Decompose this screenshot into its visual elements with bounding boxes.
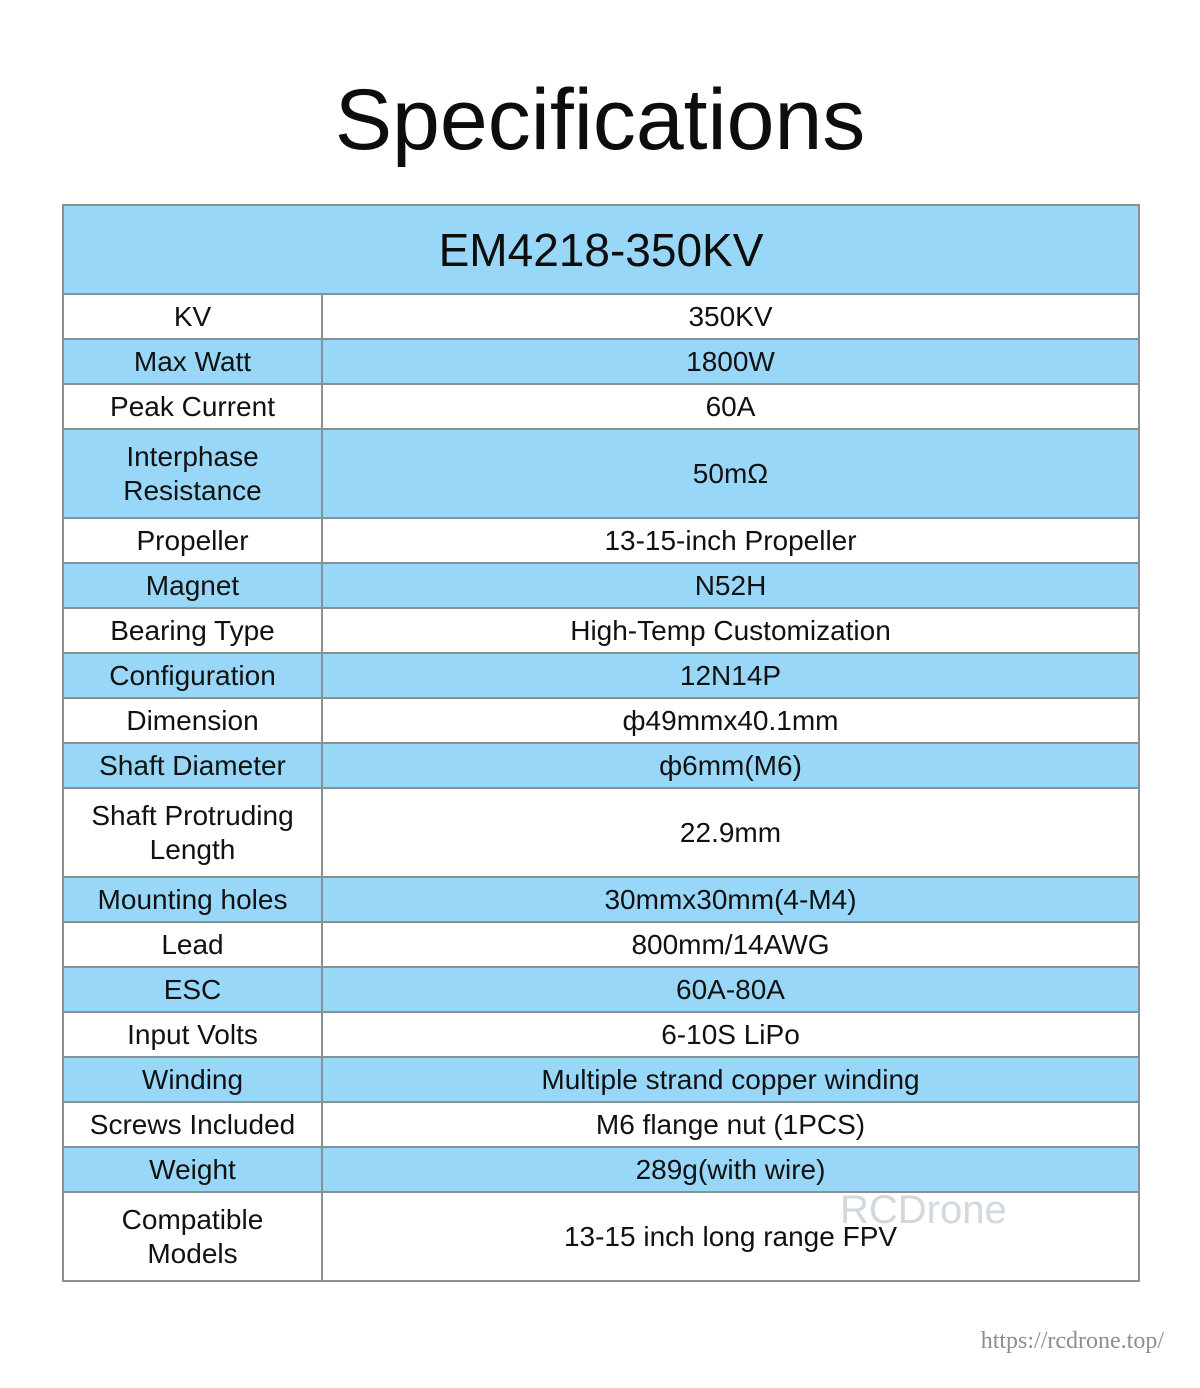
table-row [63, 339, 1139, 384]
spec-value: 22.9mm [322, 788, 1139, 877]
spec-value: 60A [322, 384, 1139, 429]
spec-label: Winding [63, 1057, 322, 1102]
spec-label: Max Watt [63, 339, 322, 384]
spec-label: Propeller [63, 518, 322, 563]
table-row [63, 698, 1139, 743]
table-row [63, 1057, 1139, 1102]
table-row [63, 563, 1139, 608]
spec-value: 800mm/14AWG [322, 922, 1139, 967]
spec-label: Dimension [63, 698, 322, 743]
spec-value: Multiple strand copper winding [322, 1057, 1139, 1102]
spec-value: ф49mmx40.1mm [322, 698, 1139, 743]
table-row [63, 788, 1139, 877]
table-row [63, 294, 1139, 339]
table-row [63, 653, 1139, 698]
table-row [63, 1147, 1139, 1192]
spec-value: 6-10S LiPo [322, 1012, 1139, 1057]
spec-label: Compatible Models [63, 1192, 322, 1281]
table-row [63, 518, 1139, 563]
footer-url: https://rcdrone.top/ [980, 1328, 1164, 1354]
table-row [63, 608, 1139, 653]
table-row [63, 384, 1139, 429]
table-row [63, 967, 1139, 1012]
spec-label: Screws Included [63, 1102, 322, 1147]
spec-label: Peak Current [63, 384, 322, 429]
spec-value: N52H [322, 563, 1139, 608]
table-row [63, 877, 1139, 922]
spec-value: 50mΩ [322, 429, 1139, 518]
spec-value: 30mmx30mm(4-M4) [322, 877, 1139, 922]
spec-value: High-Temp Customization [322, 608, 1139, 653]
spec-value: 1800W [322, 339, 1139, 384]
spec-value: ф6mm(M6) [322, 743, 1139, 788]
spec-label: Weight [63, 1147, 322, 1192]
spec-label: Configuration [63, 653, 322, 698]
watermark: RCDrone [840, 1188, 1007, 1232]
spec-label: KV [63, 294, 322, 339]
spec-value: M6 flange nut (1PCS) [322, 1102, 1139, 1147]
table-header-model: EM4218-350KV [63, 205, 1139, 294]
spec-label: Magnet [63, 563, 322, 608]
spec-value: 12N14P [322, 653, 1139, 698]
table-row [63, 1102, 1139, 1147]
spec-label: Interphase Resistance [63, 429, 322, 518]
spec-table [62, 204, 1140, 1282]
table-row [63, 922, 1139, 967]
spec-label: Shaft Protruding Length [63, 788, 322, 877]
spec-value: 289g(with wire) [322, 1147, 1139, 1192]
spec-value: 60A-80A [322, 967, 1139, 1012]
table-row [63, 1192, 1139, 1281]
spec-value: 13-15-inch Propeller [322, 518, 1139, 563]
table-row [63, 743, 1139, 788]
spec-label: Input Volts [63, 1012, 322, 1057]
spec-label: Bearing Type [63, 608, 322, 653]
spec-label: ESC [63, 967, 322, 1012]
table-row [63, 429, 1139, 518]
page-title: Specifications [334, 72, 866, 168]
spec-label: Mounting holes [63, 877, 322, 922]
spec-value: 350KV [322, 294, 1139, 339]
spec-label: Shaft Diameter [63, 743, 322, 788]
spec-value: 13-15 inch long range FPV [322, 1192, 1139, 1281]
table-row [63, 1012, 1139, 1057]
spec-label: Lead [63, 922, 322, 967]
